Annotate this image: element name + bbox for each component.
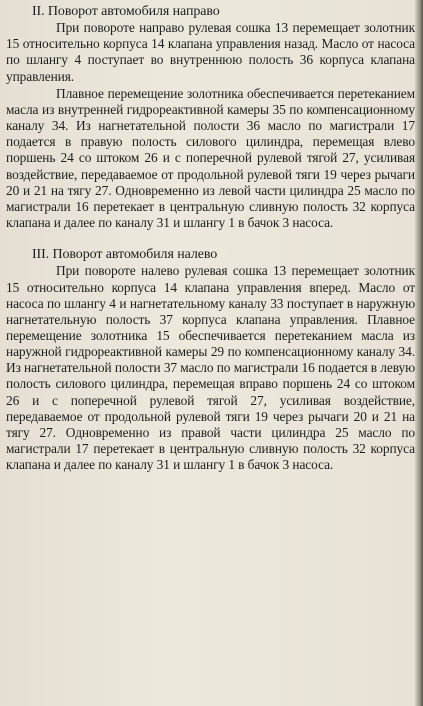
paragraph: Плавное перемещение золотника обеспечивается перетеканием масла из внутренней гидрореактивной камеры 35 по компенсационному каналу 34. Из нагнетательной полости 36 масло по магистрали 17 подается в правую полость силового цилиндра, перемещая влево поршень 24 со штоком 26 и с поперечной рулевой тягой 27, усиливая воздействие, передаваемое от продольной рулевой тяги 19 через рычаги 20 и 21 на тягу 27. Одновременно из левой части цилиндра 25 масло по магистрали 16 перетекает в центральную сливную полость 32 корпуса клапана и далее по каналу 31 и шлангу 1 в бачок 3 насоса. (6, 85, 415, 231)
section-gap (6, 231, 417, 247)
paragraph: При повороте налево рулевая сошка 13 перемещает золотник 15 относительно корпуса 14 клапана управления вперед. Масло от насоса по шлангу 4 и нагнетательному каналу 33 поступает в наружную нагнетательную полость 37 корпуса клапана управления. Плавное перемещение золотника 15 обеспечивается перетеканием масла из наружной гидрореактивной камеры 29 по компенсационному каналу 34. Из нагнетательной полости 37 масло по магистрали 16 подается в левую полость силового цилиндра, перемещая вправо поршень 24 со штоком 26 и с поперечной рулевой тягой 27, усиливая воздействие, передаваемое от продольной рулевой тяги 19 через рычаги 20 и 21 на тягу 27. Одновременно из правой части цилиндра 25 масло по магистрали 17 перетекает в центральную сливную полость 32 корпуса клапана и далее по каналу 31 и шлангу 1 в бачок 3 насоса. (6, 263, 415, 473)
paragraph: При повороте направо рулевая сошка 13 перемещает золотник 15 относительно корпуса 14 клапана управления назад. Масло от насоса по шлангу 4 поступает во внутреннюю полость 36 корпуса клапана управления. (6, 20, 415, 84)
section-turn-right (6, 4, 417, 231)
section-heading: II. Поворот автомобиля направо (32, 4, 220, 19)
page-edge-shadow (415, 0, 423, 706)
section-turn-left (6, 247, 417, 473)
section-heading: III. Поворот автомобиля налево (32, 247, 218, 263)
